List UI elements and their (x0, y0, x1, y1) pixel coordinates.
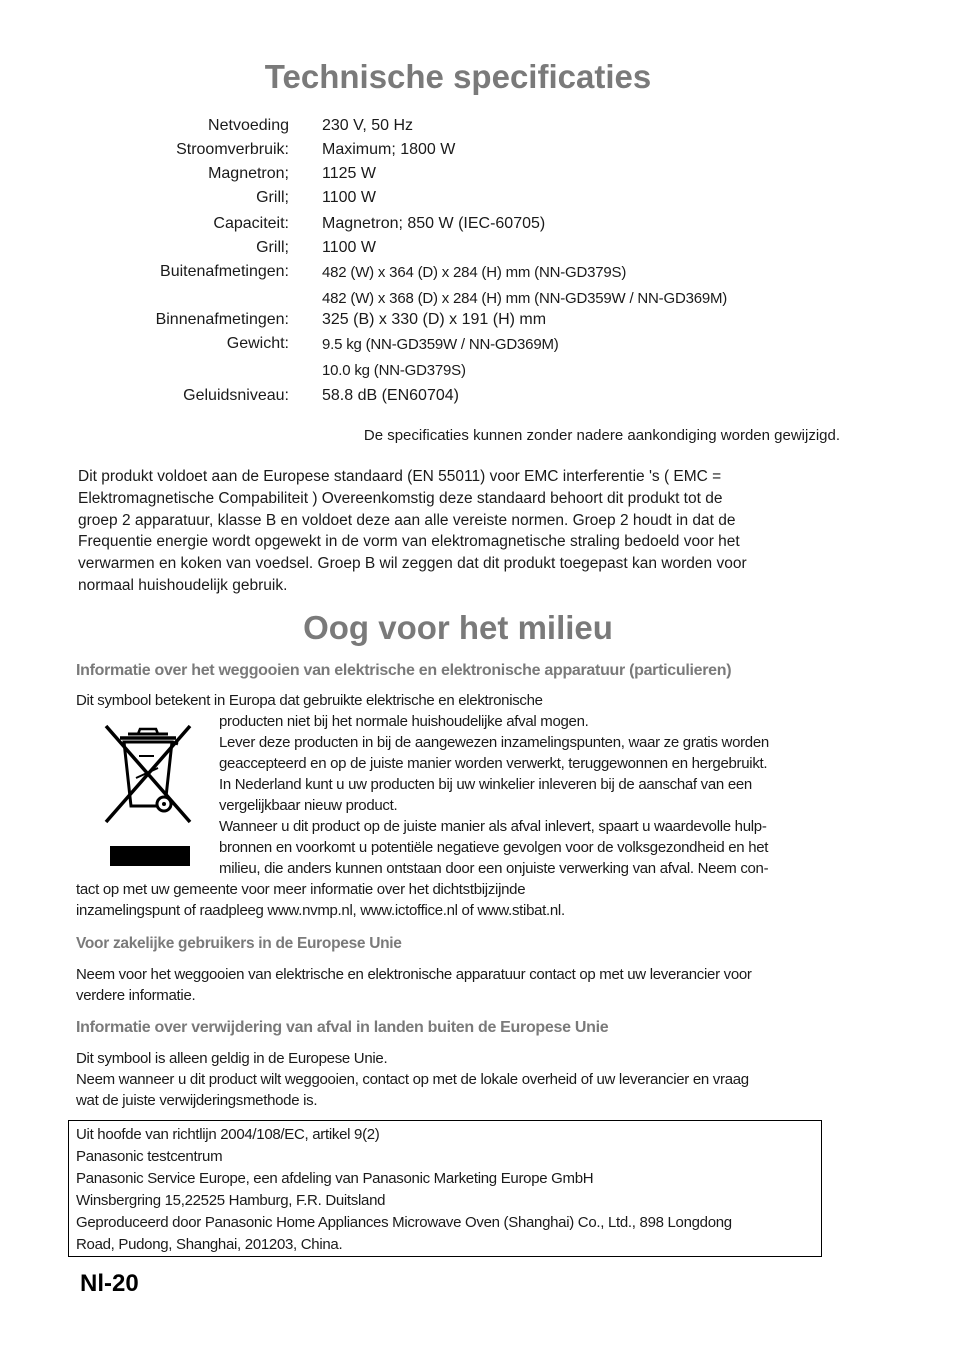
crossed-out-wheelie-bin-icon (98, 716, 198, 870)
emc-line: Elektromagnetische Compabiliteit ) Overeenkomstig deze standaard behoort dit produkt tot de (78, 490, 723, 507)
spec-label: Stroomverbruik: (176, 141, 289, 158)
outside-eu-line: Neem wanneer u dit product wilt weggooien, contact op met de lokale overheid of uw leverancier en vraag (76, 1071, 749, 1088)
disposal-line: inzamelingspunt of raadpleeg www.nvmp.nl, www.ictoffice.nl of www.stibat.nl. (76, 902, 565, 919)
spec-label: Buitenafmetingen: (160, 263, 289, 280)
spec-label: Magnetron; (208, 165, 289, 182)
spec-label: Geluidsniveau: (183, 387, 289, 404)
spec-value: 1100 W (322, 239, 376, 256)
disposal-heading: Informatie over het weggooien van elektrische en elektronische apparatuur (particulieren) (76, 662, 732, 679)
env-title: Oog voor het milieu (303, 609, 613, 646)
spec-value: 9.5 kg (NN-GD359W / NN-GD369M) (322, 336, 559, 353)
spec-label: Grill; (256, 189, 289, 206)
spec-value: 1100 W (322, 189, 376, 206)
emc-line: verwarmen en koken van voedsel. Groep B wil zeggen dat dit produkt toegepast kan worden voor (78, 555, 747, 572)
emc-line: Frequentie energie wordt opgewekt in de vorm van elektromagnetische straling bedoeld voor het (78, 533, 740, 550)
infobox-line: Winsbergring 15,22525 Hamburg, F.R. Duitsland (76, 1192, 386, 1209)
spec-value: Maximum; 1800 W (322, 141, 456, 158)
spec-value: 58.8 dB (EN60704) (322, 387, 459, 404)
spec-label: Gewicht: (226, 335, 289, 352)
infobox-line: Panasonic Service Europe, een afdeling van Panasonic Marketing Europe GmbH (76, 1170, 594, 1187)
manufacturer-infobox (68, 1120, 822, 1257)
infobox-line: Road, Pudong, Shanghai, 201203, China. (76, 1236, 343, 1253)
emc-line: groep 2 apparatuur, klasse B en voldoet deze aan alle vereiste normen. Groep 2 houdt in dat de (78, 512, 736, 529)
spec-value: 230 V, 50 Hz (322, 117, 414, 134)
business-heading: Voor zakelijke gebruikers in de Europese Unie (76, 935, 402, 952)
disposal-line: vergelijkbaar nieuw product. (219, 797, 398, 814)
infobox-line: Geproduceerd door Panasonic Home Appliances Microwave Oven (Shanghai) Co., Ltd., 898 Longdong (76, 1214, 732, 1231)
disposal-line: Lever deze producten in bij de aangewezen inzamelingspunten, waar ze gratis worden (219, 734, 769, 751)
disposal-line: Dit symbool betekent in Europa dat gebruikte elektrische en elektronische (76, 692, 543, 709)
disposal-line: Wanneer u dit product op de juiste manier als afval inlevert, spaart u waardevolle hulp- (219, 818, 767, 835)
spec-label: Grill; (256, 239, 289, 256)
spec-value: Magnetron; 850 W (IEC-60705) (322, 215, 546, 232)
outside-eu-line: wat de juiste verwijderingsmethode is. (76, 1092, 318, 1109)
emc-line: Dit produkt voldoet aan de Europese standaard (EN 55011) voor EMC interferentie 's ( EMC = (78, 468, 722, 485)
spec-value: 10.0 kg (NN-GD379S) (322, 362, 466, 379)
business-line: Neem voor het weggooien van elektrische en elektronische apparatuur contact op met uw leverancier voor (76, 966, 752, 983)
disposal-line: tact op met uw gemeente voor meer informatie over het dichtstbijzijnde (76, 881, 526, 898)
spec-value: 1125 W (322, 165, 376, 182)
specs-title: Technische specificaties (264, 58, 652, 95)
emc-line: normaal huishoudelijk gebruik. (78, 577, 288, 594)
infobox-line: Uit hoofde van richtlijn 2004/108/EC, artikel 9(2) (76, 1126, 380, 1143)
spec-value: 482 (W) x 364 (D) x 284 (H) mm (NN-GD379S) (322, 264, 627, 281)
page-number: Nl-20 (80, 1270, 139, 1297)
disposal-line: producten niet bij het normale huishoudelijke afval mogen. (219, 713, 589, 730)
business-line: verdere informatie. (76, 987, 196, 1004)
disposal-line: geaccepteerd en op de juiste manier worden verwerkt, teruggewonnen en hergebruikt. (219, 755, 768, 772)
disposal-line: bronnen en voorkomt u potentiële negatieve gevolgen voor de volksgezondheid en het (219, 839, 769, 856)
spec-label: Binnenafmetingen: (155, 311, 289, 328)
disposal-line: In Nederland kunt u uw producten bij uw winkelier inleveren bij de aanschaf van een (219, 776, 752, 793)
outside-eu-heading: Informatie over verwijdering van afval in landen buiten de Europese Unie (76, 1019, 609, 1036)
spec-note: De specificaties kunnen zonder nadere aankondiging worden gewijzigd. (363, 427, 840, 444)
spec-value: 482 (W) x 368 (D) x 284 (H) mm (NN-GD359W / NN-GD369M) (322, 290, 728, 307)
spec-label: Netvoeding (208, 117, 289, 134)
spec-label: Capaciteit: (213, 215, 289, 232)
disposal-line: milieu, die anders kunnen ontstaan door een onjuiste verwerking van afval. Neem con- (219, 860, 769, 877)
infobox-line: Panasonic testcentrum (76, 1148, 223, 1165)
outside-eu-line: Dit symbool is alleen geldig in de Europese Unie. (76, 1050, 388, 1067)
spec-value: 325 (B) x 330 (D) x 191 (H) mm (322, 311, 547, 328)
